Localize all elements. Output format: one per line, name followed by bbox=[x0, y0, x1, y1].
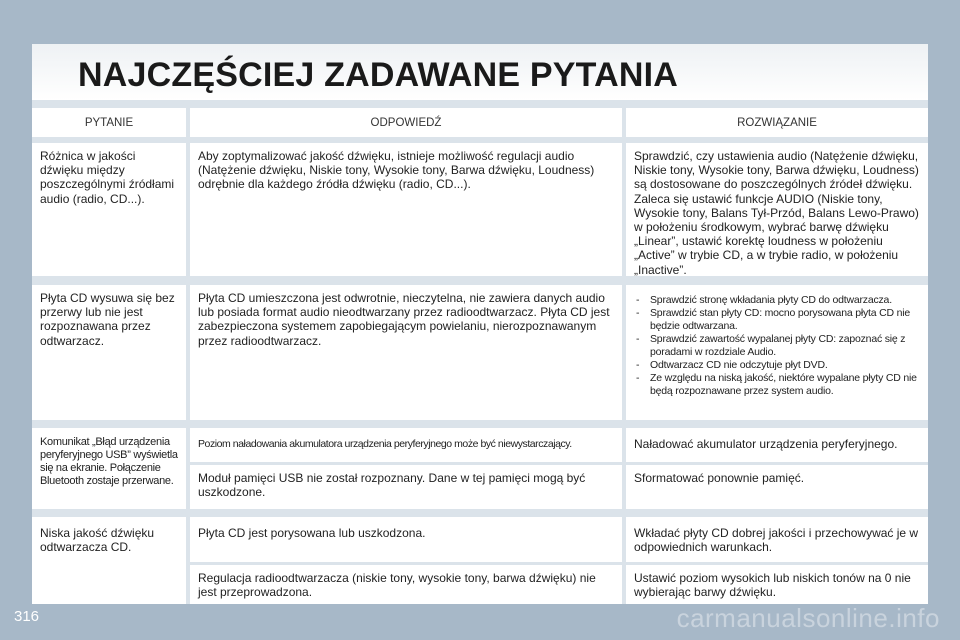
header-solution-label: ROZWIĄZANIE bbox=[737, 116, 817, 129]
header-answer bbox=[190, 108, 622, 137]
page-number: 316 bbox=[14, 608, 40, 625]
row3b-answer: Moduł pamięci USB nie został rozpoznany. Dane w tej pamięci mogą być uszkodzone. bbox=[190, 465, 622, 509]
row1-question: Różnica w jakości dźwięku między poszczególnymi źródłami audio (radio, CD...). bbox=[32, 143, 186, 276]
list-item: - Ze względu na niską jakość, niektóre wypalane płyty CD nie będą rozpoznawane przez system audio. bbox=[634, 372, 920, 398]
row3a-solution: Naładować akumulator urządzenia peryferyjnego. bbox=[626, 428, 928, 462]
row3-question: Komunikat „Błąd urządzenia peryferyjnego USB” wyświetla się na ekranie. Połączenie Bluetooth zostaje przerwane. bbox=[32, 428, 186, 509]
list-item: - Sprawdzić stan płyty CD: mocno porysowana płyta CD nie będzie odtwarzana. bbox=[634, 307, 920, 333]
row1-answer: Aby zoptymalizować jakość dźwięku, istnieje możliwość regulacji audio (Natężenie dźwięku, Niskie tony, Wysokie tony, Barwa dźwięku, Loudness) odrębnie dla każdego źródła dźwięku (radio, CD...). bbox=[190, 143, 622, 276]
row4b-solution: Ustawić poziom wysokich lub niskich tonów na 0 nie wybierając barwy dźwięku. bbox=[626, 565, 928, 604]
header-question bbox=[32, 108, 186, 137]
header-answer-label: ODPOWIEDŹ bbox=[370, 116, 442, 129]
row4a-answer: Płyta CD jest porysowana lub uszkodzona. bbox=[190, 517, 622, 562]
row2-answer: Płyta CD umieszczona jest odwrotnie, nieczytelna, nie zawiera danych audio lub posiada format audio nieodtwarzany przez radioodtwarzacz. Płyta CD jest zabezpieczona systemem zapobiegającym powielaniu, nierozpoznawanym przez radioodtwarzacz. bbox=[190, 285, 622, 420]
row4-question: Niska jakość dźwięku odtwarzacza CD. bbox=[32, 517, 186, 604]
watermark: carmanualsonline.info bbox=[676, 603, 940, 633]
list-item: - Sprawdzić stronę wkładania płyty CD do odtwarzacza. bbox=[634, 294, 920, 307]
page-title: NAJCZĘŚCIEJ ZADAWANE PYTANIA bbox=[78, 56, 679, 94]
row4a-solution: Wkładać płyty CD dobrej jakości i przechowywać je w odpowiednich warunkach. bbox=[626, 517, 928, 562]
header-solution bbox=[626, 108, 928, 137]
row3b-solution: Sformatować ponownie pamięć. bbox=[626, 465, 928, 509]
row2-solution bbox=[626, 285, 928, 420]
list-item: - Odtwarzacz CD nie odczytuje płyt DVD. bbox=[634, 359, 920, 372]
row3a-answer: Poziom naładowania akumulatora urządzenia peryferyjnego może być niewystarczający. bbox=[190, 428, 622, 462]
faq-panel bbox=[32, 44, 928, 604]
title-band bbox=[32, 44, 928, 100]
row1-solution: Sprawdzić, czy ustawienia audio (Natężenie dźwięku, Niskie tony, Wysokie tony, Barwa dźwięku, Loudness) są dostosowane do poszczególnych źródeł dźwięku. Zaleca się ustawić funkcje AUDIO (Niskie tony, Wysokie tony, Balans Tył-Przód, Balans Lewo-Prawo) w położeniu środkowym, wybrać barwę dźwięku „Linear”, ustawić korektę loudness w położeniu „Active” w trybie CD, a w trybie radio, w położeniu „Inactive”. bbox=[626, 143, 928, 276]
list-item: - Sprawdzić zawartość wypalanej płyty CD: zapoznać się z poradami w rozdziale Audio. bbox=[634, 333, 920, 359]
header-question-label: PYTANIE bbox=[84, 116, 134, 129]
row4b-answer: Regulacja radioodtwarzacza (niskie tony, wysokie tony, barwa dźwięku) nie jest przeprowadzona. bbox=[190, 565, 622, 604]
row2-solution-list bbox=[634, 294, 920, 398]
row2-question: Płyta CD wysuwa się bez przerwy lub nie jest rozpoznawana przez odtwarzacz. bbox=[32, 285, 186, 420]
